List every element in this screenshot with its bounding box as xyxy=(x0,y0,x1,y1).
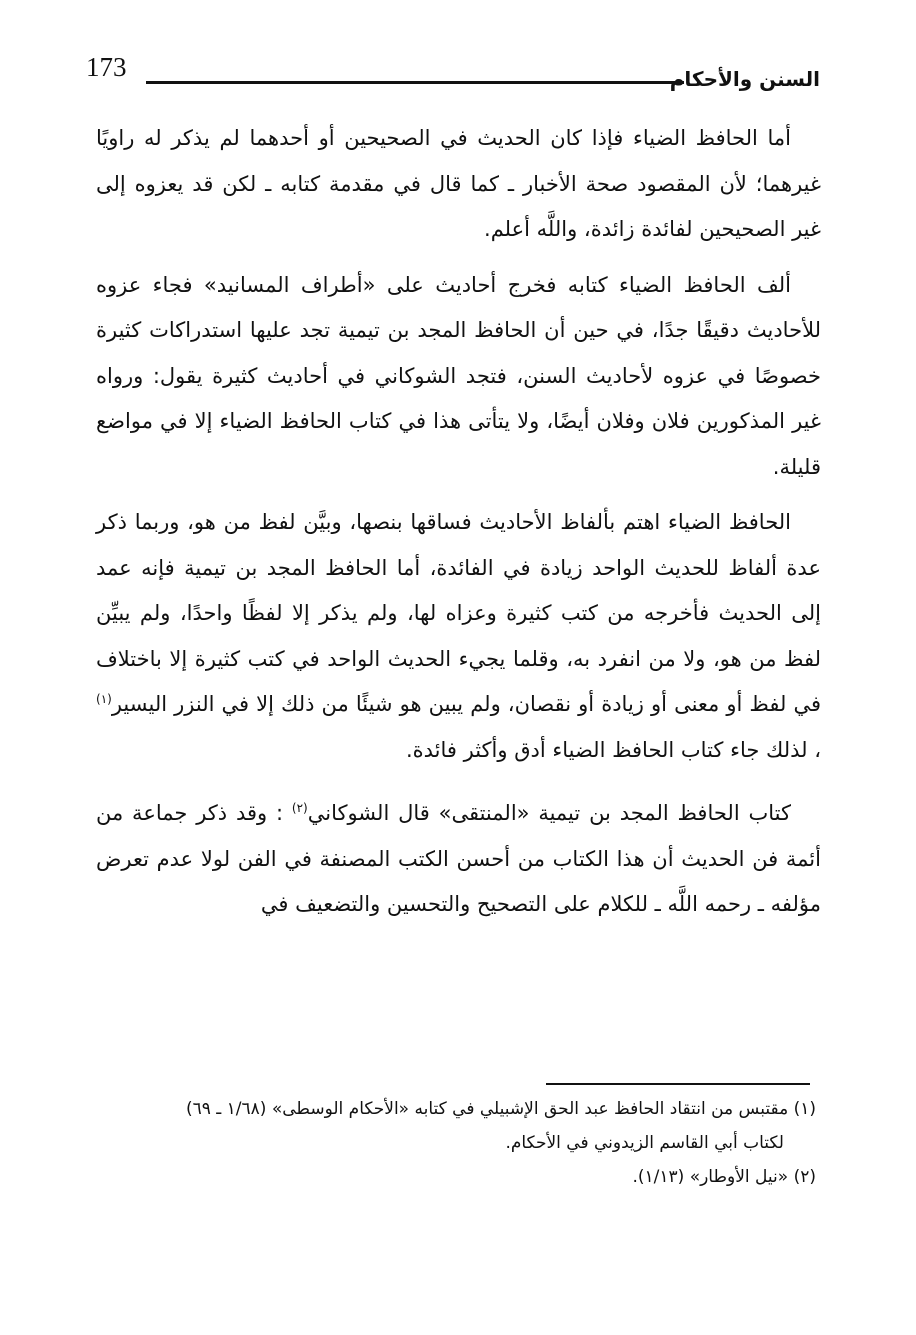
paragraph-4-text: كتاب الحافظ المجد بن تيمية «المنتقى» قال الشوكاني xyxy=(307,801,791,825)
paragraph-4 xyxy=(96,791,821,928)
footnote-ref-1[interactable]: (١) xyxy=(96,692,112,706)
paragraph-2: ألف الحافظ الضياء كتابه فخرج أحاديث على «أطراف المسانيد» فجاء عزوه للأحاديث دقيقًا جدًا، في حين أن الحافظ المجد بن تيمية تجد عليها استدراكات كثيرة خصوصًا في عزوه لأحاديث السنن، فتجد الشوكاني في أحاديث كثيرة يقول: ورواه غير المذكورين فلان وفلان أيضًا، ولا يتأتى هذا في كتاب الحافظ الضياء إلا في مواضع قليلة. xyxy=(96,272,821,479)
footnotes xyxy=(80,1092,816,1194)
footnote-divider xyxy=(546,1083,810,1085)
paragraph-4-text-end: : وقد ذكر جماعة من أئمة فن الحديث أن هذا الكتاب من أحسن الكتب المصنفة في الفن لولا عدم تعرض مؤلفه ـ رحمه اللَّه ـ للكلام على التصحيح والتحسين والتضعيف في xyxy=(96,801,821,916)
footnote-ref-2[interactable]: (٢) xyxy=(291,801,308,815)
main-text xyxy=(96,116,821,928)
header-rule xyxy=(146,81,684,84)
paragraph-3 xyxy=(96,500,821,773)
paragraph-3-text: الحافظ الضياء اهتم بألفاظ الأحاديث فساقها بنصها، وبيَّن لفظ من هو، وربما ذكر عدة ألفاظ للحديث الواحد زيادة في الفائدة، أما الحافظ المجد بن تيمية فإنه عمد إلى الحديث فأخرجه من كتب كثيرة وعزاه لها، ولم يذكر إلا لفظًا واحدًا، ولم يبيِّن لفظ من هو، ولا من انفرد به، وقلما يجيء الحديث الواحد في كتب كثيرة إلا باختلاف في لفظ أو معنى أو زيادة أو نقصان، ولم يبين هو شيئًا من ذلك إلا في النزر اليسير xyxy=(96,510,821,716)
footnote-2: (٢) «نيل الأوطار» (١/١٣). xyxy=(632,1167,816,1187)
paragraph-3-text-end: ، لذلك جاء كتاب الحافظ الضياء أدق وأكثر فائدة. xyxy=(405,737,821,762)
footnote-1-line-1: (١) مقتبس من انتقاد الحافظ عبد الحق الإشبيلي في كتابه «الأحكام الوسطى» (١/٦٨ ـ ٦٩) xyxy=(185,1099,816,1119)
footnote-1-line-2: لكتاب أبي القاسم الزيدوني في الأحكام. xyxy=(505,1133,784,1153)
page-number: 173 xyxy=(86,52,127,82)
running-title: السنن والأحكام xyxy=(669,67,820,91)
footnote-1 xyxy=(80,1092,816,1160)
paragraph-1: أما الحافظ الضياء فإذا كان الحديث في الصحيحين أو أحدهما لم يذكر له راويًا غيرهما؛ لأن المقصود صحة الأخبار ـ كما قال في مقدمة كتابه ـ لكن قد يعزوه إلى غير الصحيحين لفائدة زائدة، واللَّه أعلم. xyxy=(96,126,821,241)
